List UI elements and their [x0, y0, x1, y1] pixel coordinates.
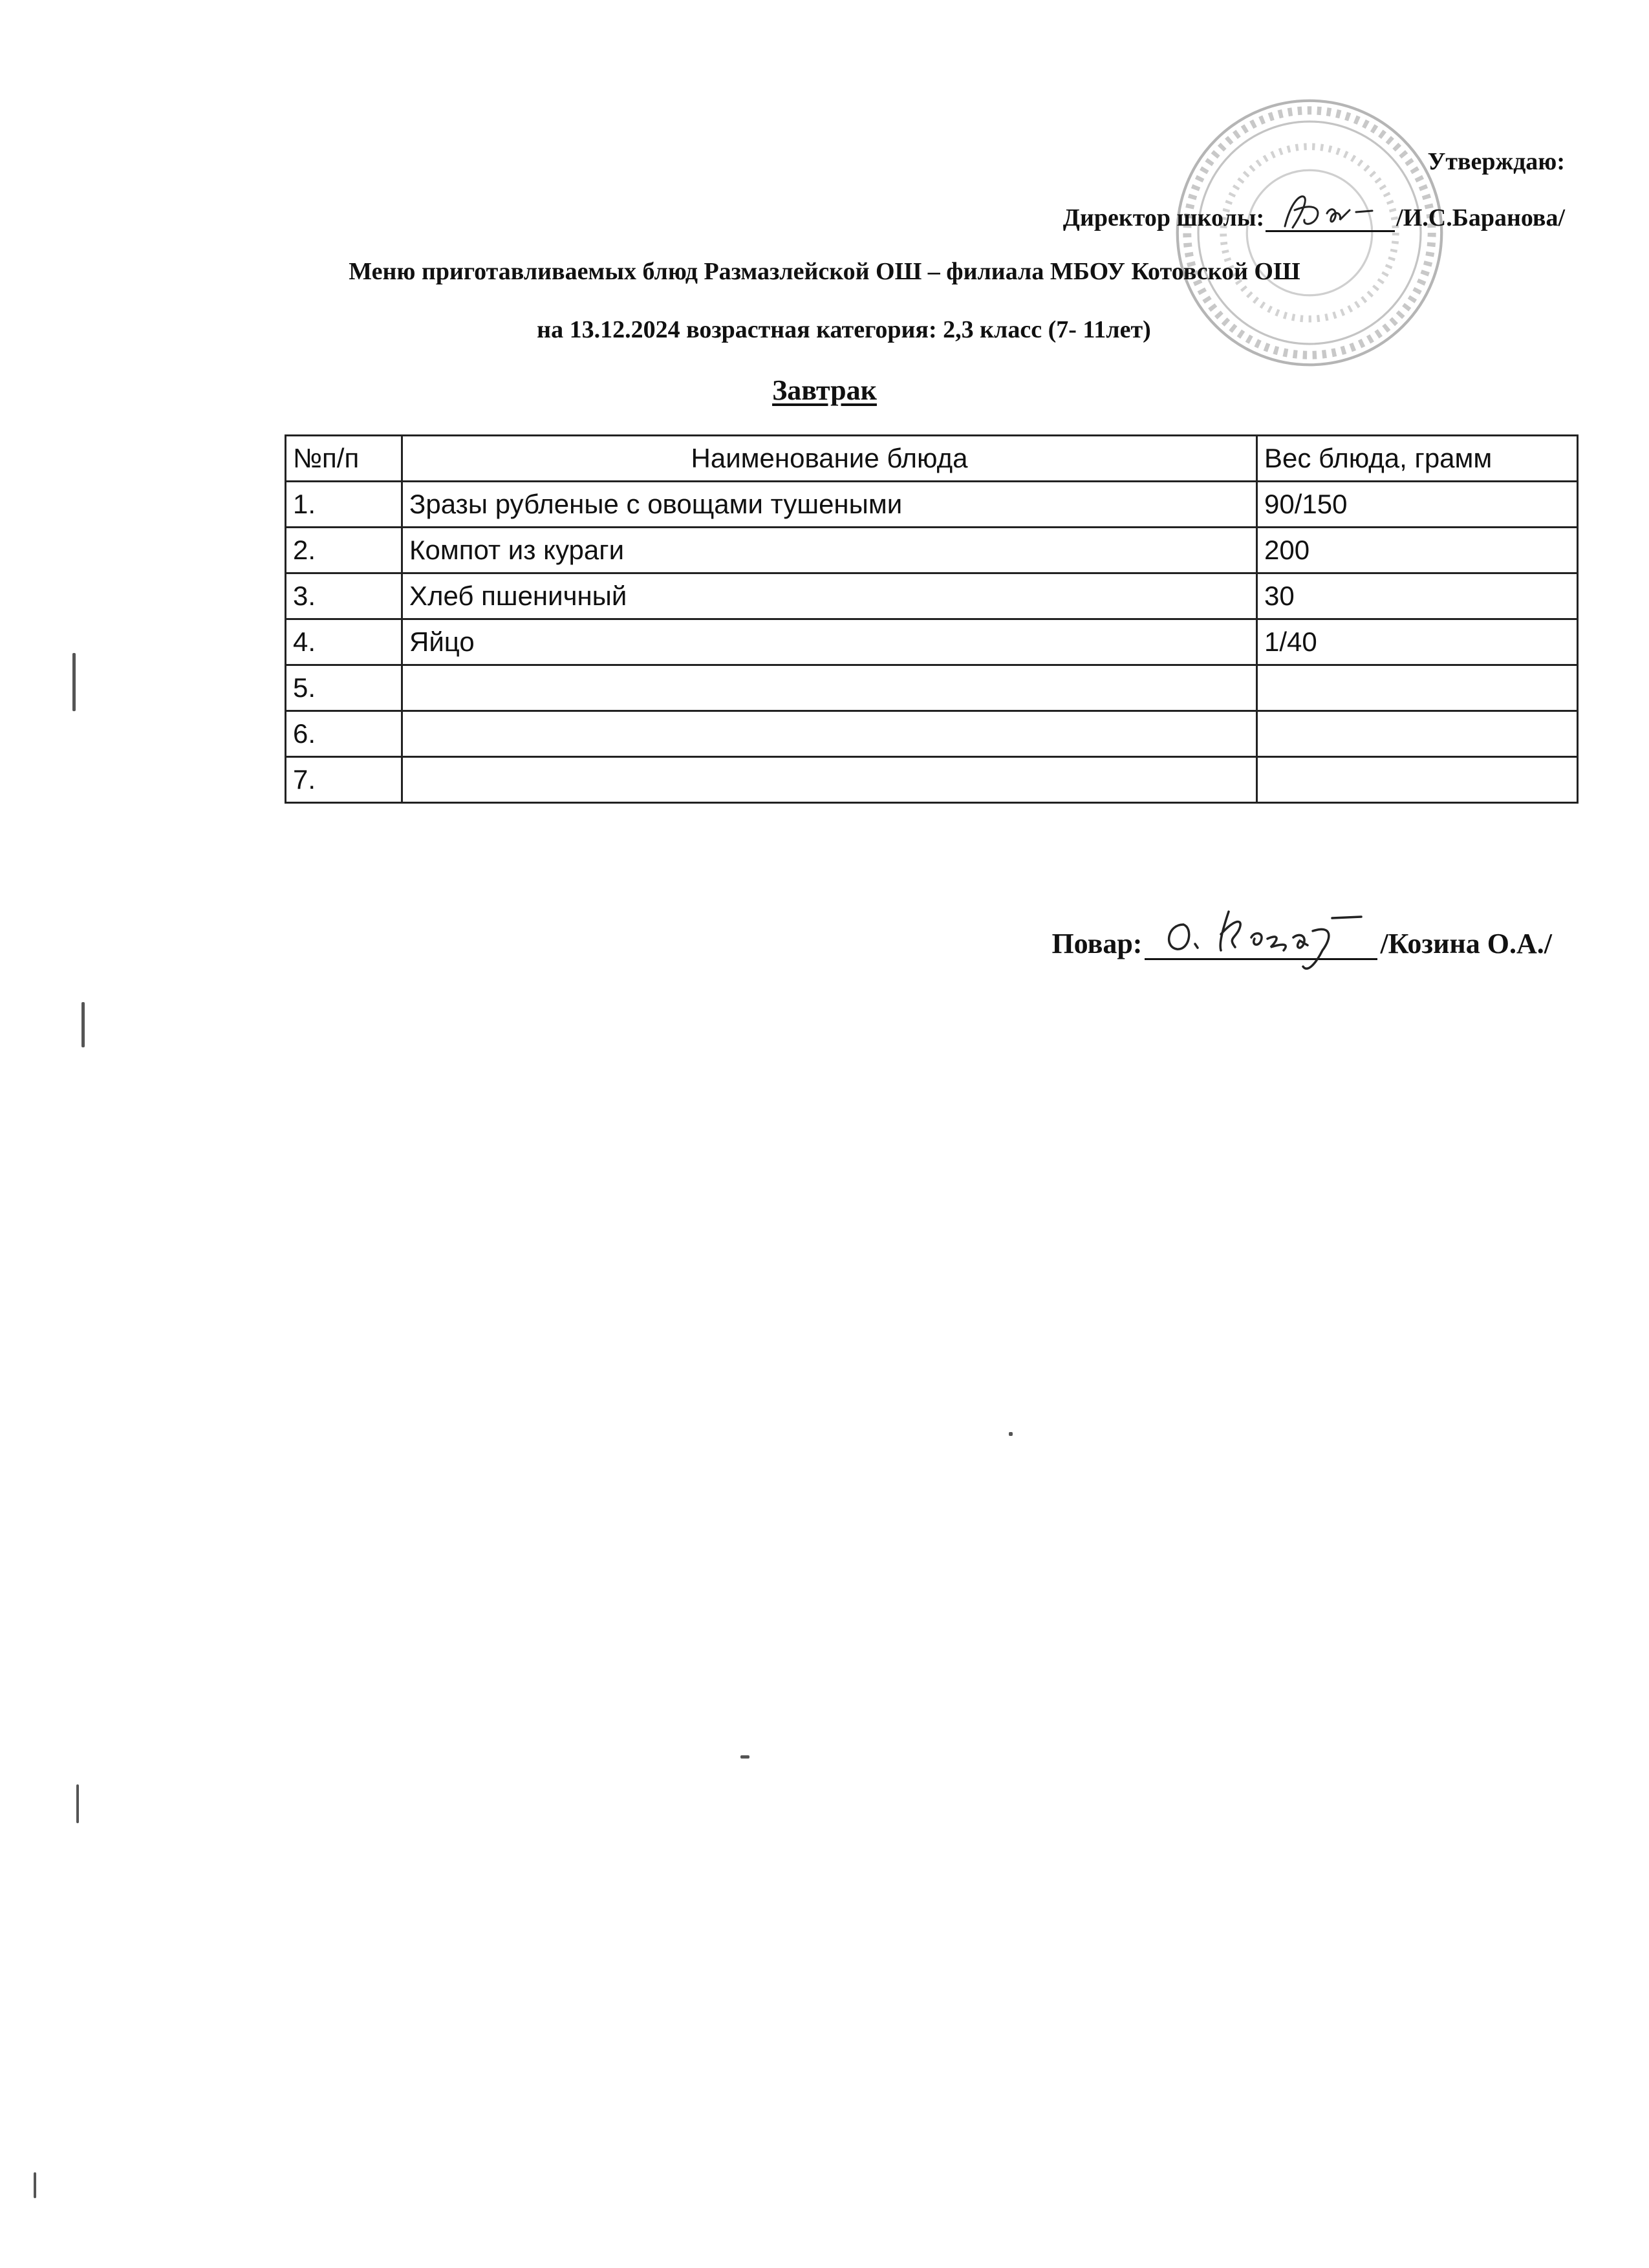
- table-row: [286, 619, 1578, 665]
- dish-weight: [1257, 665, 1578, 711]
- director-signature: [1266, 200, 1395, 232]
- table-row: [286, 573, 1578, 619]
- scan-mark: [1009, 1432, 1013, 1436]
- director-label: Директор школы:: [1062, 204, 1265, 231]
- dish-name: Зразы рубленые с овощами тушеными: [402, 482, 1257, 528]
- meal-heading: Завтрак: [772, 374, 877, 406]
- director-name: /И.С.Баранова/: [1396, 204, 1565, 231]
- row-number: 3.: [286, 573, 402, 619]
- scan-mark: [81, 1002, 85, 1047]
- scan-mark: [34, 2172, 36, 2198]
- menu-table: [285, 434, 1579, 804]
- cook-label: Повар:: [1051, 928, 1143, 959]
- document-subtitle: на 13.12.2024 возрастная категория: 2,3 класс (7- 11лет): [537, 316, 1151, 343]
- table-header-row: [286, 436, 1578, 482]
- column-header-name: Наименование блюда: [402, 436, 1257, 482]
- cook-name: /Козина О.А./: [1380, 928, 1552, 959]
- row-number: 4.: [286, 619, 402, 665]
- dish-weight: 1/40: [1257, 619, 1578, 665]
- table-row: [286, 482, 1578, 528]
- dish-name: [402, 711, 1257, 757]
- row-number: 5.: [286, 665, 402, 711]
- document-title: Меню приготавливаемых блюд Размазлейской ОШ – филиала МБОУ Котовской ОШ: [349, 258, 1300, 285]
- cook-signature: [1145, 925, 1377, 960]
- cook-signature-line: [1051, 925, 1552, 960]
- dish-weight: [1257, 757, 1578, 803]
- column-header-number: №п/п: [286, 436, 402, 482]
- row-number: 7.: [286, 757, 402, 803]
- scan-mark: [76, 1784, 79, 1823]
- dish-name: Хлеб пшеничный: [402, 573, 1257, 619]
- dish-weight: 200: [1257, 528, 1578, 573]
- dish-name: Яйцо: [402, 619, 1257, 665]
- table-row: [286, 665, 1578, 711]
- row-number: 2.: [286, 528, 402, 573]
- table-row: [286, 528, 1578, 573]
- row-number: 1.: [286, 482, 402, 528]
- row-number: 6.: [286, 711, 402, 757]
- dish-weight: 90/150: [1257, 482, 1578, 528]
- table-row: [286, 757, 1578, 803]
- dish-name: [402, 757, 1257, 803]
- dish-weight: [1257, 711, 1578, 757]
- approval-label: Утверждаю:: [1427, 148, 1565, 175]
- table-row: [286, 711, 1578, 757]
- dish-weight: 30: [1257, 573, 1578, 619]
- dish-name: Компот из кураги: [402, 528, 1257, 573]
- scan-mark: [72, 653, 76, 711]
- column-header-weight: Вес блюда, грамм: [1257, 436, 1578, 482]
- dish-name: [402, 665, 1257, 711]
- director-signature-line: [1063, 200, 1565, 232]
- scan-mark: [740, 1755, 749, 1759]
